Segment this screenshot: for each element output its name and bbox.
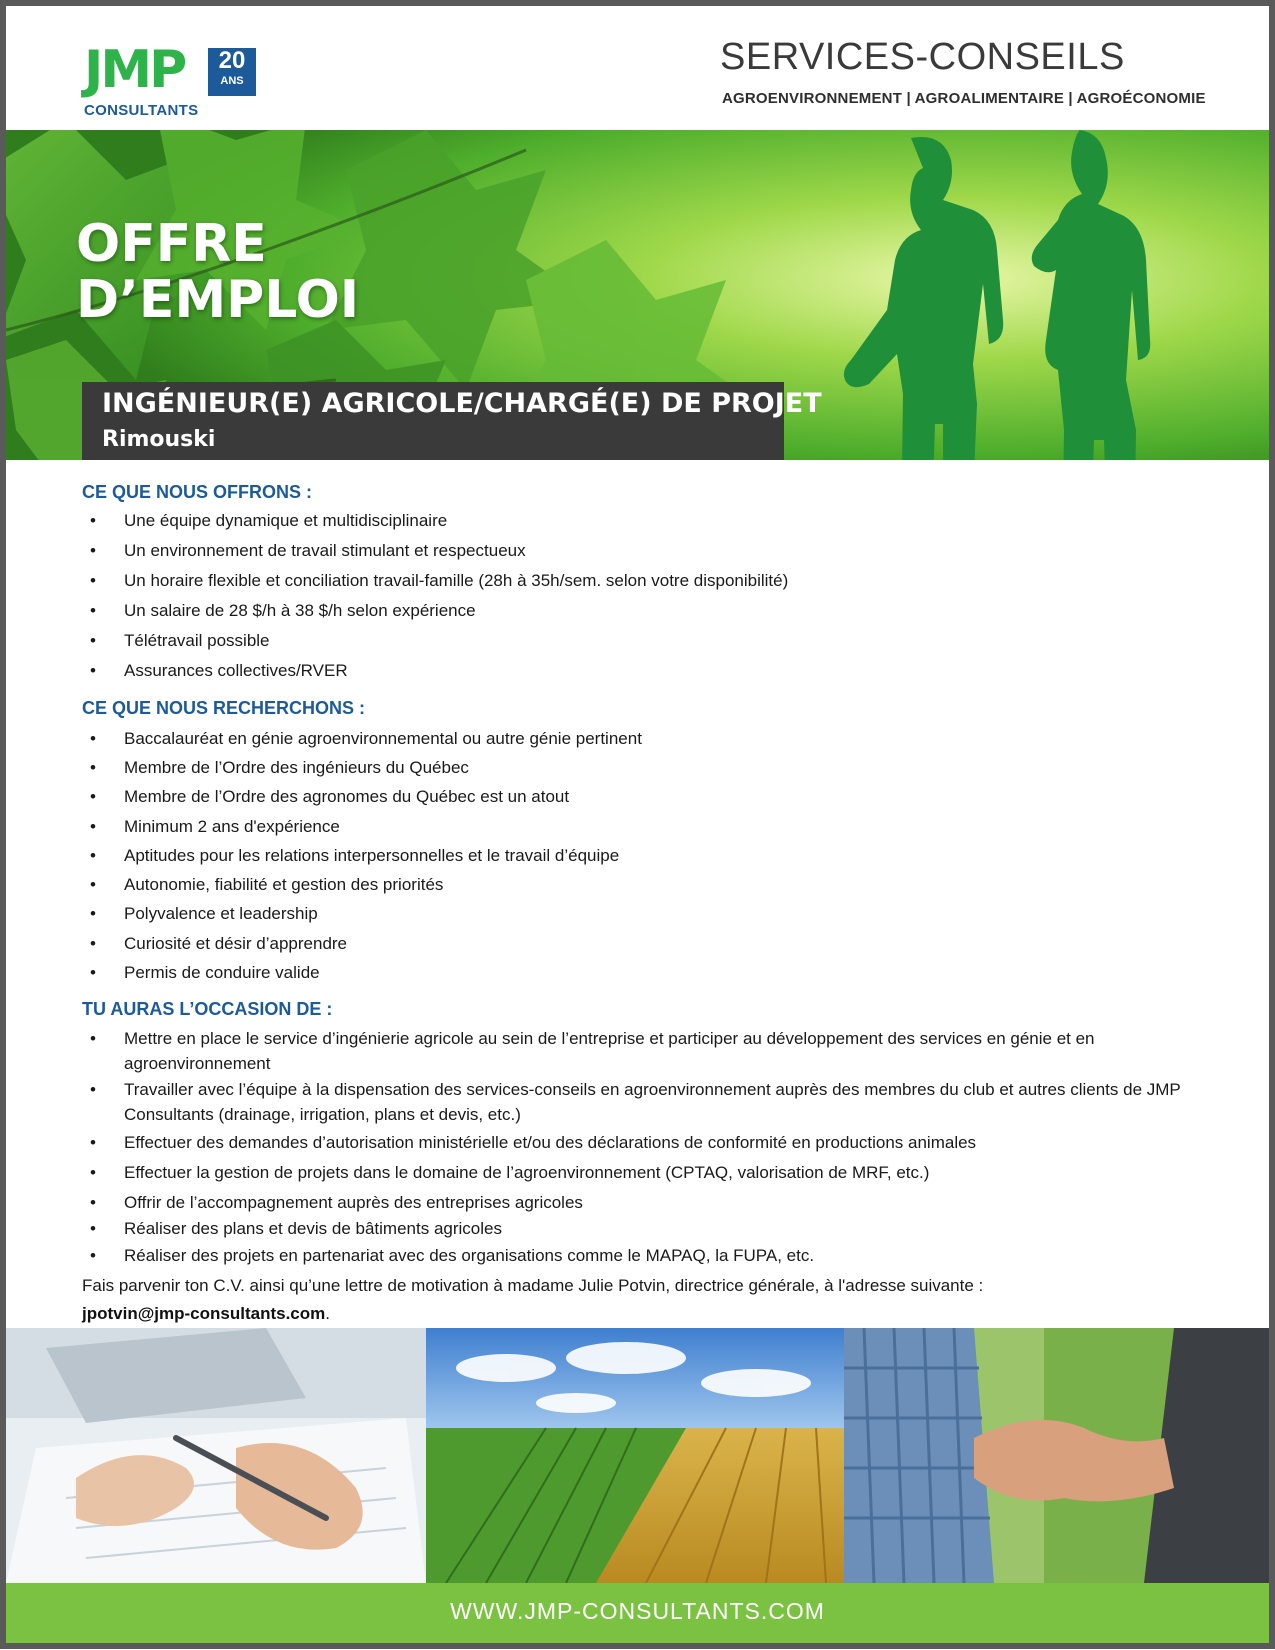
crop-field-image (426, 1328, 844, 1583)
list-item: • Autonomie, fiabilité et gestion des priorités (90, 875, 444, 894)
anniversary-badge (208, 48, 256, 96)
banner-heading-line2: D’EMPLOI (76, 270, 360, 330)
email-suffix: . (325, 1304, 330, 1323)
banner-heading (76, 216, 359, 328)
list-item: • Curiosité et désir d’apprendre (90, 934, 348, 953)
list-item: • Une équipe dynamique et multidisciplinaire (90, 511, 448, 530)
services-title: SERVICES-CONSEILS (720, 36, 1125, 78)
services-subtitle: AGROENVIRONNEMENT | AGROALIMENTAIRE | AGROÉCONOMIE (722, 90, 1206, 107)
planning-hands-image (6, 1328, 426, 1583)
email-link[interactable]: jpotvin@jmp-consultants.com (82, 1304, 326, 1323)
badge-years-unit: ANS (220, 75, 244, 87)
photo-planning-hands (6, 1328, 426, 1583)
list-item: • Minimum 2 ans d'expérience (90, 817, 340, 836)
offer-heading: CE QUE NOUS OFFRONS : (82, 482, 313, 502)
list-item: • Effectuer des demandes d’autorisation ministérielle et/ou des déclarations de conformité en productions animales (90, 1133, 977, 1152)
list-item: • Aptitudes pour les relations interpersonnelles et le travail d’équipe (90, 846, 620, 865)
list-item: • Membre de l’Ordre des ingénieurs du Québec (90, 758, 469, 777)
contact-email (82, 1304, 330, 1324)
opportunity-heading: TU AURAS L’OCCASION DE : (82, 999, 333, 1019)
list-item: • Un salaire de 28 $/h à 38 $/h selon expérience (90, 601, 476, 620)
closing-text: Fais parvenir ton C.V. ainsi qu’une lettre de motivation à madame Julie Potvin, directrice générale, à l'adresse suivante : (82, 1276, 984, 1295)
list-item: • Membre de l’Ordre des agronomes du Québec est un atout (90, 787, 570, 806)
job-title: INGÉNIEUR(E) AGRICOLE/CHARGÉ(E) DE PROJET (102, 388, 822, 419)
job-title-box (82, 382, 822, 460)
list-item: • Travailler avec l’équipe à la dispensation des services-conseils en agroenvironnement auprès des membres du club et autres clients de JMP Consultants (drainage, irrigation, plans et devis, etc.) (90, 1080, 1181, 1124)
search-heading: CE QUE NOUS RECHERCHONS : (82, 698, 366, 718)
list-item: • Télétravail possible (90, 631, 270, 650)
photo-crop-field (426, 1328, 844, 1583)
list-item: • Permis de conduire valide (90, 963, 320, 982)
job-posting (6, 6, 1269, 1643)
list-item: • Effectuer la gestion de projets dans le domaine de l’agroenvironnement (CPTAQ, valorisation de MRF, etc.) (90, 1163, 930, 1182)
handshake-image (844, 1328, 1269, 1583)
list-item: • Réaliser des plans et devis de bâtiments agricoles (90, 1219, 502, 1238)
list-item: • Un horaire flexible et conciliation travail-famille (28h à 35h/sem. selon votre disponibilité) (90, 571, 789, 590)
list-item: • Mettre en place le service d’ingénierie agricole au sein de l’entreprise et participer au développement des services en génie et en agroenvironnement (90, 1029, 1095, 1073)
job-location: Rimouski (102, 427, 216, 452)
banner-heading-line1: OFFRE (76, 214, 267, 274)
footer-website-link[interactable]: WWW.JMP-CONSULTANTS.COM (450, 1598, 825, 1624)
list-item: • Assurances collectives/RVER (90, 661, 348, 680)
list-item: • Offrir de l’accompagnement auprès des entreprises agricoles (90, 1193, 583, 1212)
list-item: • Réaliser des projets en partenariat avec des organisations comme le MAPAQ, la FUPA, etc. (90, 1246, 815, 1265)
logo-subtitle: CONSULTANTS (84, 102, 199, 119)
badge-years: 20 (218, 47, 246, 74)
photo-handshake (844, 1328, 1269, 1583)
footer-bar (6, 1583, 1269, 1643)
list-item: • Baccalauréat en génie agroenvironnemental ou autre génie pertinent (90, 729, 642, 748)
list-item: • Polyvalence et leadership (90, 904, 318, 923)
logo-mark: JMP (84, 40, 185, 100)
list-item: • Un environnement de travail stimulant et respectueux (90, 541, 526, 560)
